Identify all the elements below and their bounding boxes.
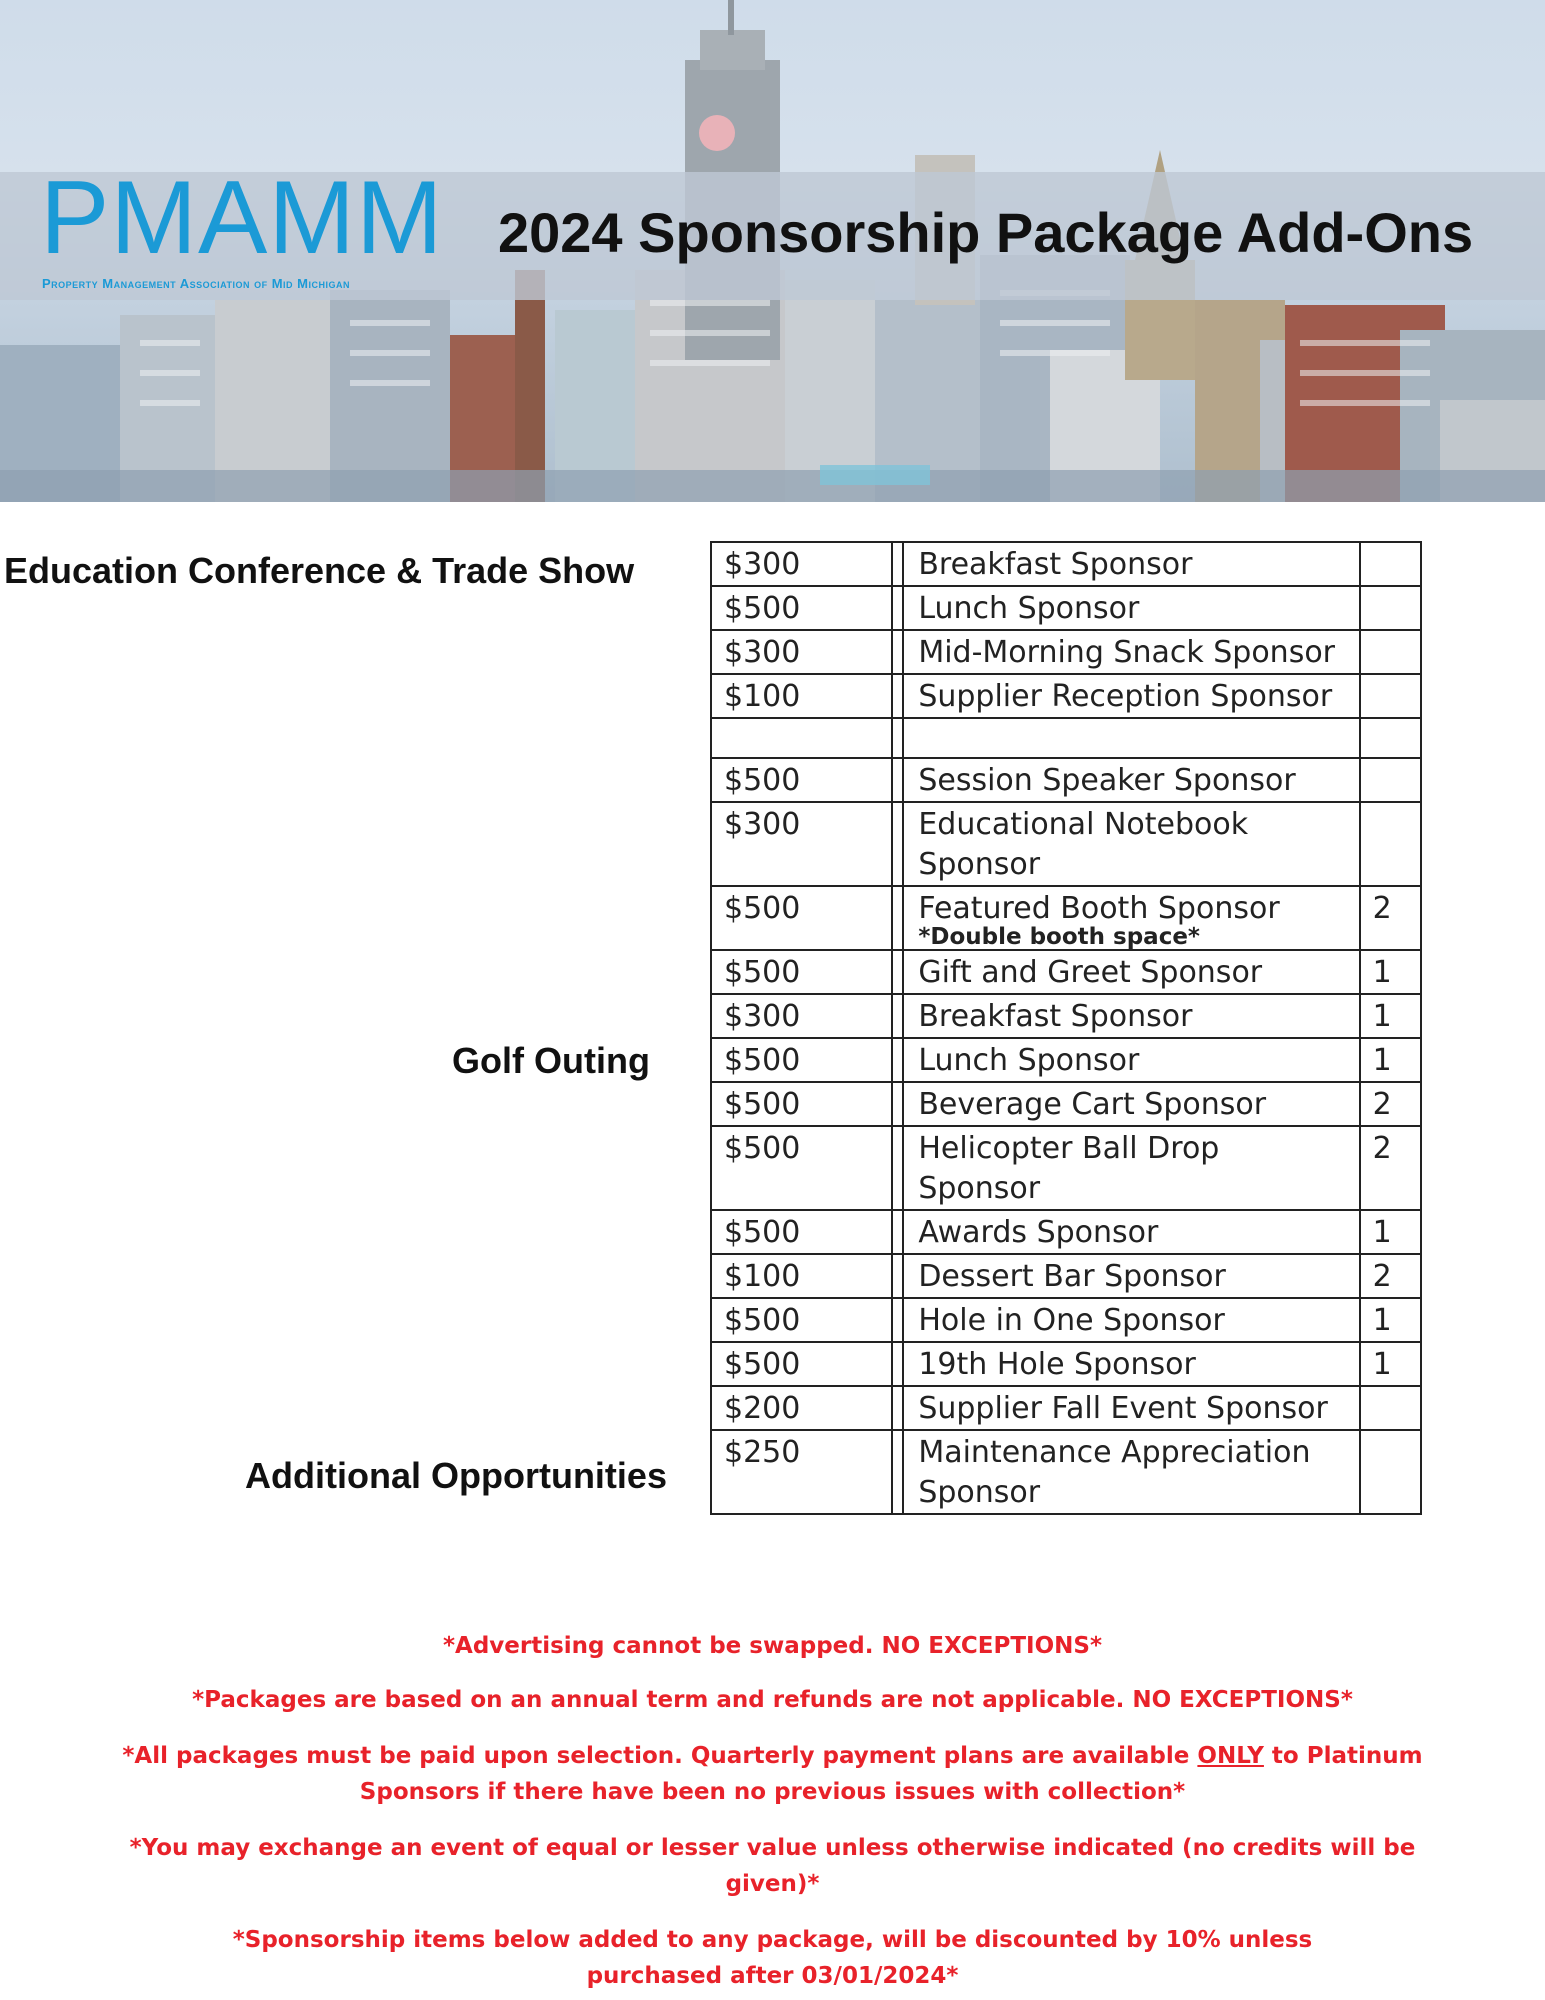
sponsor-name [903,674,1359,718]
sponsorship-rows [711,542,1421,1514]
sponsor-name [903,542,1359,586]
sponsor-price: $100 [711,674,892,718]
checkbox-cell [892,886,903,950]
logo-tagline: Property Management Association of Mid Michigan [42,276,350,291]
sponsor-name [903,1126,1359,1210]
sponsor-name-text: Helicopter Ball Drop Sponsor [918,1131,1220,1206]
sponsor-name-text: Supplier Fall Event Sponsor [918,1391,1328,1426]
sponsor-name [903,1038,1359,1082]
sponsor-name-text: Featured Booth Sponsor [918,891,1280,926]
section-label-golf: Golf Outing [452,1040,650,1081]
sponsor-quantity [1360,542,1421,586]
sponsor-name-text: Breakfast Sponsor [918,547,1193,582]
sponsor-price: $500 [711,758,892,802]
sponsor-quantity: 1 [1360,994,1421,1038]
sponsor-name [903,758,1359,802]
checkbox-cell [892,802,903,886]
table-row [711,630,1421,674]
logo-text: PMAMM [40,160,444,276]
sponsor-quantity [1360,802,1421,886]
checkbox-cell [892,1342,903,1386]
sponsor-name [903,1254,1359,1298]
sponsor-name-text: Supplier Reception Sponsor [918,679,1333,714]
sponsor-name-text: Maintenance Appreciation Sponsor [918,1435,1311,1510]
sponsor-price: $300 [711,630,892,674]
sponsor-price: $300 [711,542,892,586]
table-row [711,1082,1421,1126]
checkbox-cell [892,1386,903,1430]
sponsor-price: $500 [711,1298,892,1342]
sponsor-name-text: Breakfast Sponsor [918,999,1193,1034]
sponsor-quantity: 1 [1360,1038,1421,1082]
sponsor-name-text: Dessert Bar Sponsor [918,1259,1226,1294]
sponsor-quantity: 1 [1360,1298,1421,1342]
table-row [711,758,1421,802]
checkbox-cell [892,1298,903,1342]
sponsor-price: $500 [711,1038,892,1082]
sponsor-name [903,1082,1359,1126]
table-row [711,994,1421,1038]
table-row [711,1254,1421,1298]
sponsor-name [903,1430,1359,1514]
table-row [711,1342,1421,1386]
page-title: 2024 Sponsorship Package Add-Ons [498,201,1474,264]
checkbox-cell [892,586,903,630]
sponsor-name-text: Awards Sponsor [918,1215,1159,1250]
sponsor-name [903,1298,1359,1342]
checkbox-cell [892,1430,903,1514]
sponsor-price: $250 [711,1430,892,1514]
sponsor-price: $500 [711,950,892,994]
table-row [711,1126,1421,1210]
section-label-additional: Additional Opportunities [245,1455,667,1496]
pmamm-logo [40,160,470,292]
sponsor-price: $500 [711,886,892,950]
sponsor-name [903,1210,1359,1254]
sponsor-name-text: Session Speaker Sponsor [918,763,1296,798]
note-payment-part2: to Platinum Sponsors if there have been no previous issues with collection* [359,1743,1423,1805]
sponsor-price: $300 [711,994,892,1038]
sponsor-price: $500 [711,586,892,630]
sponsor-name [903,802,1359,886]
sponsor-quantity: 2 [1360,886,1421,950]
checkbox-cell [892,994,903,1038]
sponsor-quantity: 2 [1360,1082,1421,1126]
sponsor-price: $200 [711,1386,892,1430]
checkbox-cell [892,1210,903,1254]
policy-notes [100,1628,1445,1994]
sponsor-name-text: Educational Notebook Sponsor [918,807,1249,882]
sponsor-quantity [1360,674,1421,718]
table-row [711,1386,1421,1430]
table-row [711,1430,1421,1514]
city-skyline-banner [0,0,1545,502]
note-advertising: *Advertising cannot be swapped. NO EXCEPTIONS* [442,1633,1102,1659]
sponsor-quantity: 2 [1360,1254,1421,1298]
checkbox-cell [892,950,903,994]
sponsor-name [903,994,1359,1038]
sponsor-quantity [1360,758,1421,802]
sponsor-name [903,718,1359,758]
table-row [711,886,1421,950]
sponsor-price [711,718,892,758]
sponsor-name-text: Lunch Sponsor [918,1043,1140,1078]
checkbox-cell [892,674,903,718]
checkbox-cell [892,1254,903,1298]
checkbox-cell [892,718,903,758]
sponsor-name-text: Lunch Sponsor [918,591,1140,626]
sponsor-price: $500 [711,1210,892,1254]
sponsor-name-text: Gift and Greet Sponsor [918,955,1263,990]
sponsor-quantity [1360,586,1421,630]
sponsor-name-text: Beverage Cart Sponsor [918,1087,1267,1122]
sponsor-name [903,1386,1359,1430]
note-payment [100,1738,1445,1810]
sponsor-name [903,586,1359,630]
sponsor-quantity [1360,630,1421,674]
sponsor-name [903,630,1359,674]
sponsor-name [903,950,1359,994]
table-row [711,1210,1421,1254]
sponsor-price: $500 [711,1082,892,1126]
sponsor-price: $300 [711,802,892,886]
sponsor-quantity [1360,1430,1421,1514]
sponsor-price: $100 [711,1254,892,1298]
note-payment-only: ONLY [1197,1743,1264,1769]
checkbox-cell [892,1038,903,1082]
sponsor-quantity: 1 [1360,950,1421,994]
note-refunds: *Packages are based on an annual term and refunds are not applicable. NO EXCEPTIONS* [192,1687,1353,1713]
table-row [711,802,1421,886]
note-exchange: *You may exchange an event of equal or lesser value unless otherwise indicated (no credits will be given)* [129,1835,1416,1897]
sponsor-name [903,886,1359,950]
sponsorship-table [710,541,1422,1515]
table-row [711,1298,1421,1342]
table-row [711,674,1421,718]
table-row [711,1038,1421,1082]
checkbox-cell [892,630,903,674]
note-payment-part1: *All packages must be paid upon selection. Quarterly payment plans are available [122,1743,1198,1769]
table-row [711,586,1421,630]
sponsor-quantity: 2 [1360,1126,1421,1210]
sponsor-name-text: Mid-Morning Snack Sponsor [918,635,1336,670]
checkbox-cell [892,1082,903,1126]
sponsor-name [903,1342,1359,1386]
checkbox-cell [892,1126,903,1210]
sponsor-price: $500 [711,1342,892,1386]
checkbox-cell [892,542,903,586]
sponsor-quantity: 1 [1360,1342,1421,1386]
checkbox-cell [892,758,903,802]
sponsor-quantity [1360,718,1421,758]
sponsor-name-text: Hole in One Sponsor [918,1303,1225,1338]
table-row [711,950,1421,994]
note-discount: *Sponsorship items below added to any package, will be discounted by 10% unless purchased after 03/01/2024* [232,1927,1313,1989]
table-row [711,718,1421,758]
section-label-education: Education Conference & Trade Show [4,550,635,591]
sponsor-name-text: 19th Hole Sponsor [918,1347,1196,1382]
sponsor-note: *Double booth space* [918,924,1200,950]
sponsor-quantity [1360,1386,1421,1430]
sponsor-price: $500 [711,1126,892,1210]
sponsor-quantity: 1 [1360,1210,1421,1254]
table-row [711,542,1421,586]
